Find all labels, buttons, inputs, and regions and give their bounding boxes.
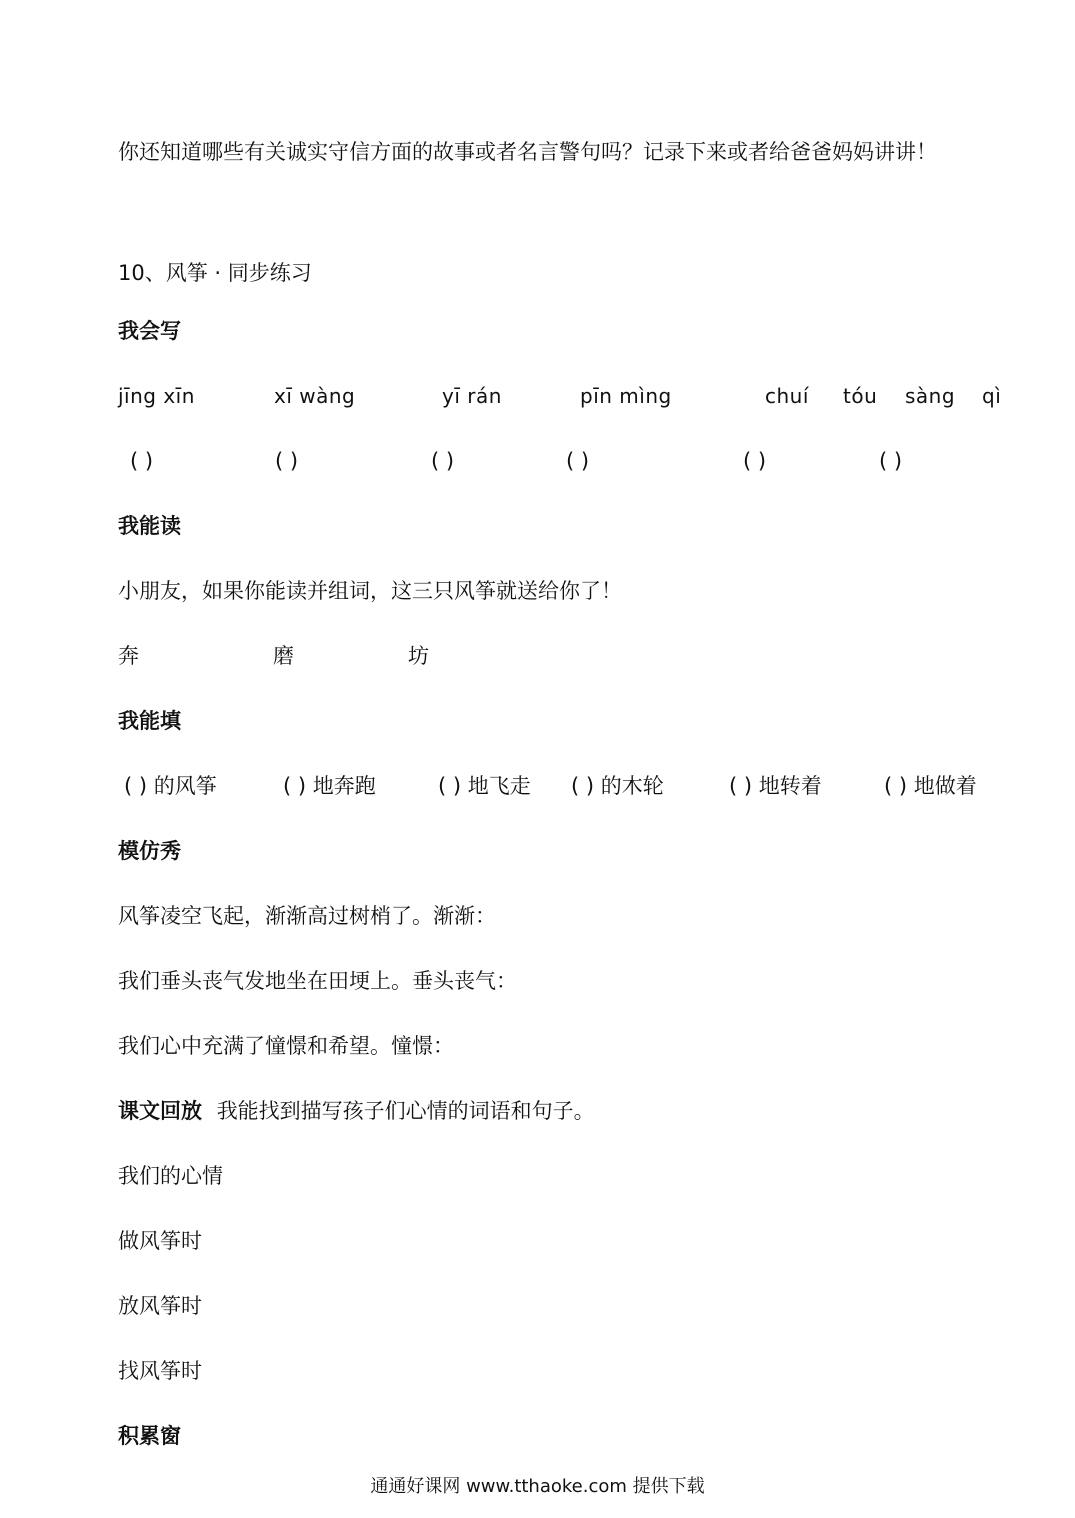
blank-jingxin[interactable]: ( ): [130, 449, 154, 473]
imitate-sentence-1: 风筝凌空飞起，渐渐高过树梢了。渐渐：: [118, 904, 496, 928]
blank-sangqi[interactable]: ( ): [879, 449, 903, 473]
heading-fill: 我能填: [118, 709, 181, 733]
blank-pinming[interactable]: ( ): [566, 449, 590, 473]
pinyin-chui: chuí: [765, 384, 809, 408]
pinyin-yiran: yī rán: [442, 384, 502, 408]
pinyin-xiwang: xī wàng: [274, 384, 356, 408]
fill-item-1[interactable]: ( ) 的风筝: [124, 774, 217, 798]
intro-text: 你还知道哪些有关诚实守信方面的故事或者名言警句吗？记录下来或者给爸爸妈妈讲讲！: [118, 140, 937, 164]
review-row-flying: 放风筝时: [118, 1294, 202, 1318]
blank-chuitou[interactable]: ( ): [743, 449, 767, 473]
review-row-making: 做风筝时: [118, 1229, 202, 1253]
heading-imitate: 模仿秀: [118, 839, 181, 863]
read-char-fang: 坊: [408, 644, 429, 668]
read-char-mo: 磨: [273, 644, 294, 668]
review-line: [118, 1097, 595, 1125]
pinyin-sang: sàng: [905, 384, 956, 408]
fill-item-2[interactable]: ( ) 地奔跑: [283, 774, 376, 798]
page-footer: 通通好课网 www.tthaoke.com 提供下载: [370, 1476, 705, 1497]
heading-accumulate: 积累窗: [118, 1424, 181, 1448]
blank-xiwang[interactable]: ( ): [275, 449, 299, 473]
read-char-ben: 奔: [118, 644, 139, 668]
heading-review: 课文回放: [118, 1099, 202, 1123]
imitate-sentence-3: 我们心中充满了憧憬和希望。憧憬：: [118, 1034, 454, 1058]
pinyin-jingxin: jīng xīn: [118, 384, 195, 408]
review-prompt: 我能找到描写孩子们心情的词语和句子。: [216, 1099, 595, 1123]
review-row-mood: 我们的心情: [118, 1164, 223, 1188]
pinyin-qi: qì: [982, 384, 1002, 408]
heading-write: 我会写: [118, 319, 181, 343]
pinyin-pinming: pīn mìng: [580, 384, 672, 408]
fill-item-5[interactable]: ( ) 地转着: [729, 774, 822, 798]
review-row-searching: 找风筝时: [118, 1359, 202, 1383]
fill-item-6[interactable]: ( ) 地做着: [884, 774, 977, 798]
fill-item-4[interactable]: ( ) 的木轮: [571, 774, 664, 798]
lesson-title: 10、风筝 · 同步练习: [118, 261, 312, 285]
read-prompt: 小朋友，如果你能读并组词，这三只风筝就送给你了！: [118, 579, 622, 603]
imitate-sentence-2: 我们垂头丧气发地坐在田埂上。垂头丧气：: [118, 969, 517, 993]
fill-item-3[interactable]: ( ) 地飞走: [438, 774, 531, 798]
blank-yiran[interactable]: ( ): [431, 449, 455, 473]
heading-read: 我能读: [118, 514, 181, 538]
pinyin-tou: tóu: [843, 384, 878, 408]
